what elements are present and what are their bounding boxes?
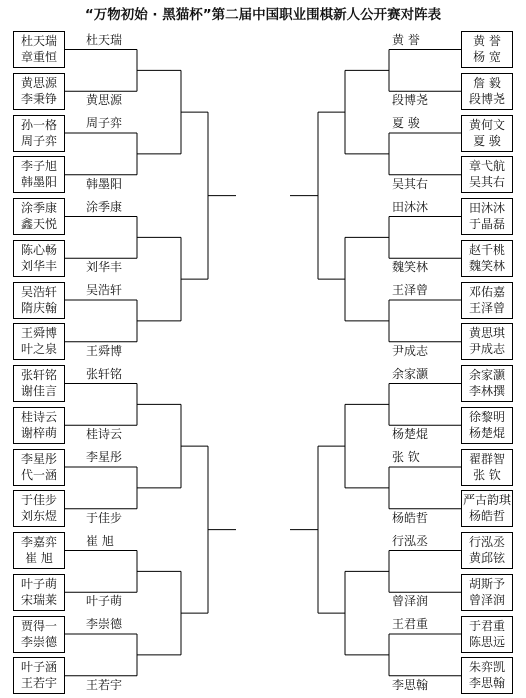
left-match-box xyxy=(13,73,65,110)
left-match-box xyxy=(13,574,65,611)
right-round1-winner: 杨楚焜 xyxy=(392,427,429,442)
left-round1-winner: 王舜博 xyxy=(86,343,123,358)
right-round1-winner: 杨皓哲 xyxy=(392,510,429,525)
left-player-name: 涂季康 xyxy=(20,201,57,215)
right-player-name: 李林撰 xyxy=(468,384,505,398)
left-round1-winner: 崔 旭 xyxy=(86,533,114,548)
right-round1-winner: 余家灏 xyxy=(392,366,429,381)
right-match-box xyxy=(461,240,513,277)
left-round1-winner: 李星彤 xyxy=(86,450,123,464)
right-player-name: 王泽曾 xyxy=(468,300,505,315)
left-player-name: 王若宇 xyxy=(20,676,57,691)
left-player-name: 李星彤 xyxy=(20,451,57,466)
left-round1-winner: 于佳步 xyxy=(86,510,123,525)
left-match-box xyxy=(13,449,65,486)
left-player-name: 叶子萌 xyxy=(20,576,57,591)
right-player-name: 吴其右 xyxy=(468,175,505,190)
left-round1-winner: 韩墨阳 xyxy=(86,176,123,191)
left-match-box xyxy=(13,31,65,68)
left-match-box xyxy=(13,532,65,569)
right-player-name: 杨楚焜 xyxy=(468,425,505,440)
right-match-box xyxy=(461,156,513,193)
left-player-name: 陈心畅 xyxy=(20,242,57,257)
right-match-box xyxy=(461,31,513,68)
right-round1-winner: 魏笑林 xyxy=(392,260,429,275)
right-round1-winner: 王君重 xyxy=(392,617,429,631)
right-match-box xyxy=(461,282,513,319)
left-round1-winner: 杜天瑞 xyxy=(86,32,123,47)
right-player-name: 杨皓哲 xyxy=(468,509,505,524)
left-match-box xyxy=(13,365,65,402)
right-player-name: 段博尧 xyxy=(468,91,505,106)
right-player-name: 章弋航 xyxy=(468,159,505,174)
left-round1-winner: 涂季康 xyxy=(86,199,123,214)
right-match-box xyxy=(461,574,513,611)
left-player-name: 宋瑞莱 xyxy=(20,592,57,607)
right-round1-winner: 吴其右 xyxy=(392,176,429,191)
left-round1-winner: 桂诗云 xyxy=(86,427,123,442)
left-match-box xyxy=(13,282,65,319)
right-player-name: 赵千桃 xyxy=(468,242,505,257)
left-player-name: 桂诗云 xyxy=(20,409,57,424)
right-player-name: 严古韵琪 xyxy=(462,493,511,508)
right-player-name: 黄思琪 xyxy=(468,326,505,341)
left-player-name: 杜天瑞 xyxy=(20,34,57,48)
right-player-name: 邓佑嘉 xyxy=(468,284,505,299)
right-player-name: 徐黎明 xyxy=(468,409,505,424)
left-player-name: 谢佳言 xyxy=(20,384,57,398)
left-player-name: 刘东煜 xyxy=(20,509,57,524)
left-player-name: 谢梓萌 xyxy=(20,425,57,440)
left-match-box xyxy=(13,616,65,653)
right-match-box xyxy=(461,532,513,569)
left-player-name: 隋庆翰 xyxy=(20,300,57,315)
right-player-name: 曾泽润 xyxy=(468,592,505,607)
right-player-name: 胡斯予 xyxy=(468,576,505,591)
left-player-name: 吴浩轩 xyxy=(20,284,57,299)
right-match-box xyxy=(461,616,513,653)
left-player-name: 于佳步 xyxy=(20,493,57,508)
right-round1-winner: 王泽曾 xyxy=(392,283,429,297)
right-match-box xyxy=(461,323,513,360)
left-match-box xyxy=(13,407,65,444)
right-match-box xyxy=(461,490,513,527)
right-player-name: 田沐沐 xyxy=(468,201,505,215)
right-player-name: 于君重 xyxy=(468,618,505,633)
right-player-name: 黄何文 xyxy=(468,117,505,132)
left-player-name: 叶之泉 xyxy=(20,342,57,357)
left-player-name: 叶子涵 xyxy=(20,660,57,675)
left-player-name: 孙一格 xyxy=(20,117,57,132)
right-player-name: 黄邱铉 xyxy=(468,551,505,565)
left-match-box xyxy=(13,115,65,152)
right-player-name: 余家灏 xyxy=(468,368,505,382)
right-match-box xyxy=(461,449,513,486)
left-player-name: 李子旭 xyxy=(20,159,57,174)
right-round1-winner: 尹成志 xyxy=(392,343,429,358)
right-round1-winner: 张 钦 xyxy=(392,450,420,464)
right-player-name: 翟群智 xyxy=(468,451,505,466)
right-round1-winner: 段博尧 xyxy=(392,93,429,108)
left-player-name: 张轩铭 xyxy=(20,368,57,382)
right-player-name: 夏 骏 xyxy=(473,133,501,148)
right-match-box xyxy=(461,115,513,152)
left-round1-winner: 张轩铭 xyxy=(86,366,123,381)
bracket-title: “万物初始 · 黑猫杯”第二届中国职业围棋新人公开赛对阵表 xyxy=(84,7,442,23)
left-player-name: 代一涵 xyxy=(20,467,57,482)
left-player-name: 李秉铮 xyxy=(20,91,57,106)
right-player-name: 李思翰 xyxy=(468,676,505,691)
left-player-name: 崔 旭 xyxy=(25,551,53,565)
left-player-name: 黄思源 xyxy=(20,75,57,90)
left-round1-winner: 叶子萌 xyxy=(86,594,123,609)
right-player-name: 魏笑林 xyxy=(468,258,505,273)
right-match-box xyxy=(461,407,513,444)
right-round1-winner: 田沐沐 xyxy=(392,199,429,214)
left-player-name: 周子弈 xyxy=(20,133,57,148)
left-round1-winner: 王若宇 xyxy=(86,677,123,692)
right-player-name: 尹成志 xyxy=(468,342,505,357)
left-player-name: 章重恒 xyxy=(20,50,57,64)
left-player-name: 李崇德 xyxy=(20,634,57,649)
left-match-box xyxy=(13,156,65,193)
left-player-name: 刘华丰 xyxy=(20,258,57,273)
right-match-box xyxy=(461,198,513,235)
left-match-box xyxy=(13,657,65,694)
left-player-name: 韩墨阳 xyxy=(20,175,57,190)
right-match-box xyxy=(461,73,513,110)
left-player-name: 鑫天悦 xyxy=(20,217,57,231)
right-round1-winner: 行泓丞 xyxy=(392,533,429,548)
left-match-box xyxy=(13,490,65,527)
right-round1-winner: 夏 骏 xyxy=(392,116,420,130)
left-round1-winner: 黄思源 xyxy=(86,93,123,108)
right-player-name: 陈思远 xyxy=(468,634,505,649)
right-player-name: 朱弈凯 xyxy=(468,660,505,675)
left-match-box xyxy=(13,323,65,360)
left-round1-winner: 刘华丰 xyxy=(86,260,123,275)
left-player-name: 李嘉弈 xyxy=(20,535,57,549)
left-round1-winner: 吴浩轩 xyxy=(86,283,123,297)
left-player-name: 贾得一 xyxy=(20,618,57,633)
left-player-name: 王舜博 xyxy=(20,326,57,341)
left-match-box xyxy=(13,240,65,277)
right-round1-winner: 李思翰 xyxy=(392,677,429,692)
left-match-box xyxy=(13,198,65,235)
right-player-name: 黄 誉 xyxy=(473,34,501,48)
left-round1-winner: 李崇德 xyxy=(86,617,123,631)
right-player-name: 杨 宽 xyxy=(473,50,501,64)
right-player-name: 张 钦 xyxy=(473,467,501,482)
right-match-box xyxy=(461,365,513,402)
right-player-name: 詹 毅 xyxy=(473,75,501,90)
right-match-box xyxy=(461,657,513,694)
right-player-name: 行泓丞 xyxy=(468,535,505,549)
left-round1-winner: 周子弈 xyxy=(86,116,123,130)
right-player-name: 于晶磊 xyxy=(468,217,505,231)
right-round1-winner: 黄 誉 xyxy=(392,32,420,47)
right-round1-winner: 曾泽润 xyxy=(392,594,429,609)
